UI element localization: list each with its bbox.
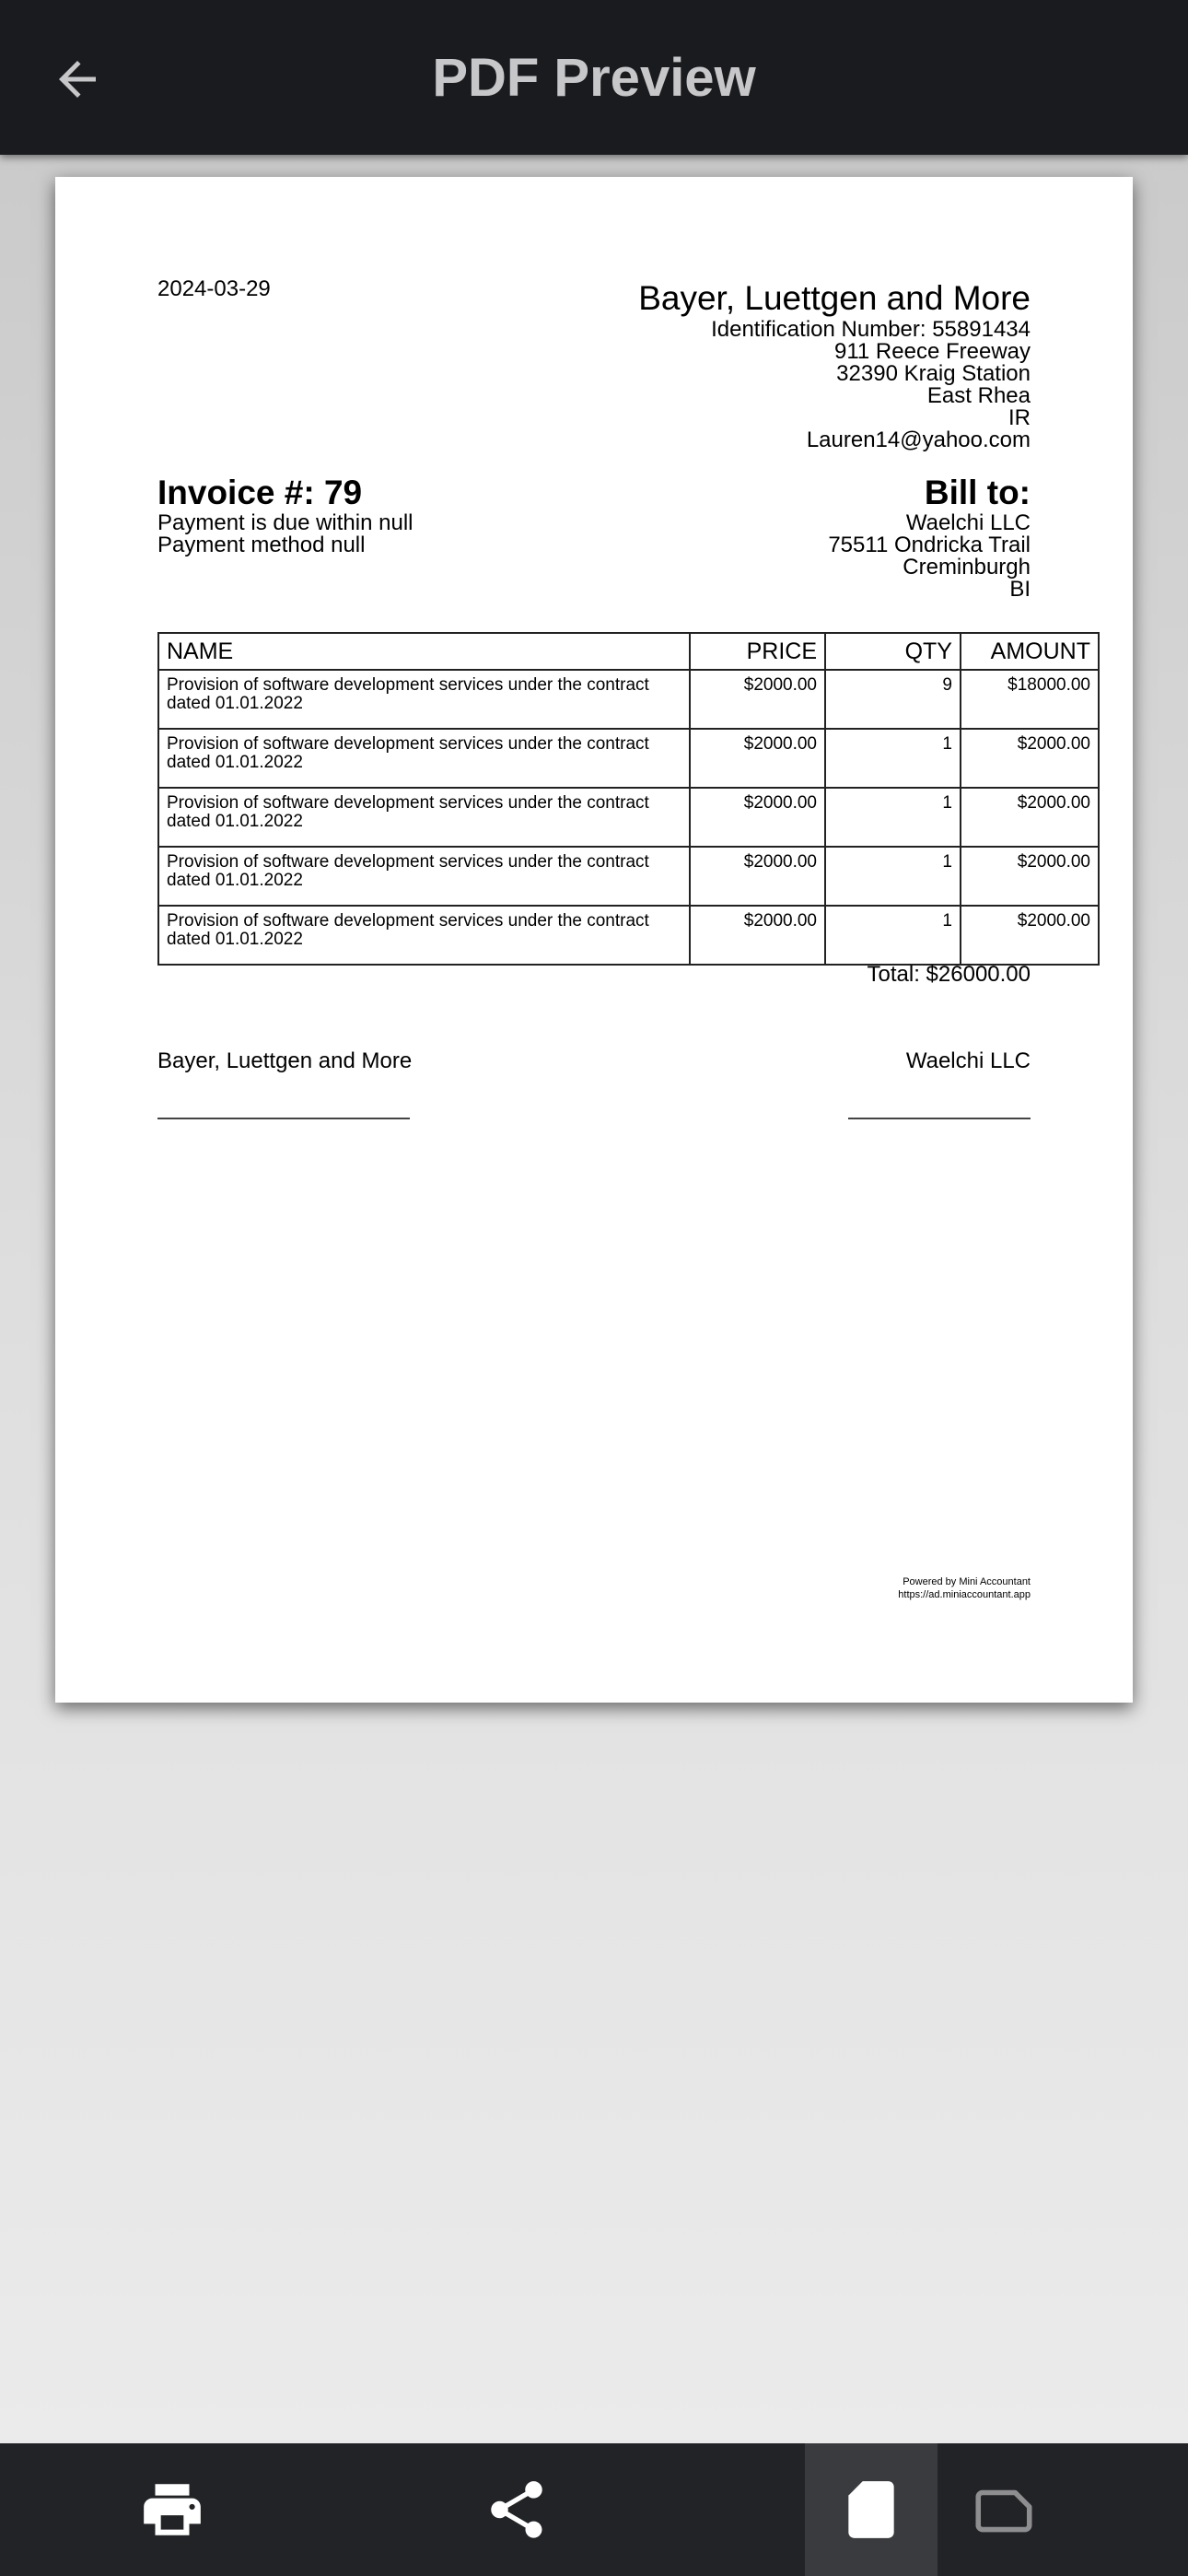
landscape-page-icon bbox=[970, 2476, 1038, 2544]
row-amount: $2000.00 bbox=[961, 729, 1099, 788]
row-qty: 1 bbox=[825, 906, 961, 965]
payment-due: Payment is due within null bbox=[157, 510, 413, 535]
share-icon bbox=[483, 2476, 551, 2544]
bill-to-city: Creminburgh bbox=[903, 555, 1031, 580]
seller-block bbox=[638, 278, 1031, 451]
portrait-page-button[interactable] bbox=[805, 2443, 938, 2576]
row-amount: $2000.00 bbox=[961, 906, 1099, 965]
items-table bbox=[157, 632, 1100, 966]
powered-by-text: Powered by Mini Accountant bbox=[903, 1576, 1031, 1587]
seller-name: Bayer, Luettgen and More bbox=[638, 279, 1031, 317]
row-qty: 1 bbox=[825, 788, 961, 847]
portrait-page-icon bbox=[837, 2476, 905, 2544]
landscape-page-button[interactable] bbox=[949, 2443, 1059, 2576]
row-price: $2000.00 bbox=[690, 670, 825, 729]
row-name: Provision of software development services under the contract dated 01.01.2022 bbox=[158, 847, 690, 906]
row-amount: $18000.00 bbox=[961, 670, 1099, 729]
row-name: Provision of software development services under the contract dated 01.01.2022 bbox=[158, 729, 690, 788]
seller-email: Lauren14@yahoo.com bbox=[806, 427, 1031, 452]
seller-city: East Rhea bbox=[926, 383, 1031, 408]
share-button[interactable] bbox=[464, 2443, 569, 2576]
row-name: Provision of software development services under the contract dated 01.01.2022 bbox=[158, 788, 690, 847]
signature-left-name: Bayer, Luettgen and More bbox=[157, 1048, 413, 1073]
print-button[interactable] bbox=[120, 2443, 225, 2576]
table-row bbox=[158, 670, 1099, 729]
table-row bbox=[158, 847, 1099, 906]
invoice-info bbox=[157, 474, 413, 556]
signature-line-right bbox=[848, 1118, 1031, 1119]
bill-to-block bbox=[828, 474, 1031, 601]
pdf-page bbox=[55, 177, 1133, 1703]
row-qty: 9 bbox=[825, 670, 961, 729]
seller-identification: Identification Number: 55891434 bbox=[711, 317, 1031, 342]
powered-by-url: https://ad.miniaccountant.app bbox=[898, 1589, 1031, 1600]
row-amount: $2000.00 bbox=[961, 788, 1099, 847]
bill-to-title: Bill to: bbox=[924, 474, 1031, 511]
row-price: $2000.00 bbox=[690, 788, 825, 847]
seller-address-line2: 32390 Kraig Station bbox=[836, 361, 1031, 386]
invoice-title: Invoice #: 79 bbox=[157, 474, 363, 511]
row-qty: 1 bbox=[825, 847, 961, 906]
header-amount: AMOUNT bbox=[961, 633, 1099, 670]
row-name: Provision of software development services under the contract dated 01.01.2022 bbox=[158, 906, 690, 965]
header-qty: QTY bbox=[825, 633, 961, 670]
header-price: PRICE bbox=[690, 633, 825, 670]
table-row bbox=[158, 906, 1099, 965]
page-title: PDF Preview bbox=[432, 48, 756, 108]
row-price: $2000.00 bbox=[690, 729, 825, 788]
bill-to-address: 75511 Ondricka Trail bbox=[828, 533, 1031, 557]
signature-right-name: Waelchi LLC bbox=[905, 1048, 1031, 1073]
row-price: $2000.00 bbox=[690, 906, 825, 965]
invoice-total: Total: $26000.00 bbox=[867, 962, 1031, 987]
payment-method: Payment method null bbox=[157, 533, 366, 557]
row-amount: $2000.00 bbox=[961, 847, 1099, 906]
app-bar bbox=[0, 0, 1188, 155]
seller-address-line1: 911 Reece Freeway bbox=[834, 339, 1031, 364]
bottom-toolbar bbox=[0, 2443, 1188, 2576]
table-row bbox=[158, 729, 1099, 788]
row-qty: 1 bbox=[825, 729, 961, 788]
row-name: Provision of software development services under the contract dated 01.01.2022 bbox=[158, 670, 690, 729]
bill-to-name: Waelchi LLC bbox=[905, 510, 1031, 535]
row-price: $2000.00 bbox=[690, 847, 825, 906]
table-header-row bbox=[158, 633, 1099, 670]
bill-to-country: BI bbox=[1009, 577, 1031, 602]
invoice-date: 2024-03-29 bbox=[157, 276, 271, 301]
header-name: NAME bbox=[158, 633, 690, 670]
print-icon bbox=[138, 2476, 206, 2544]
table-row bbox=[158, 788, 1099, 847]
signature-line-left bbox=[157, 1118, 410, 1119]
powered-by-note bbox=[898, 1575, 1031, 1601]
seller-country: IR bbox=[1008, 405, 1031, 430]
